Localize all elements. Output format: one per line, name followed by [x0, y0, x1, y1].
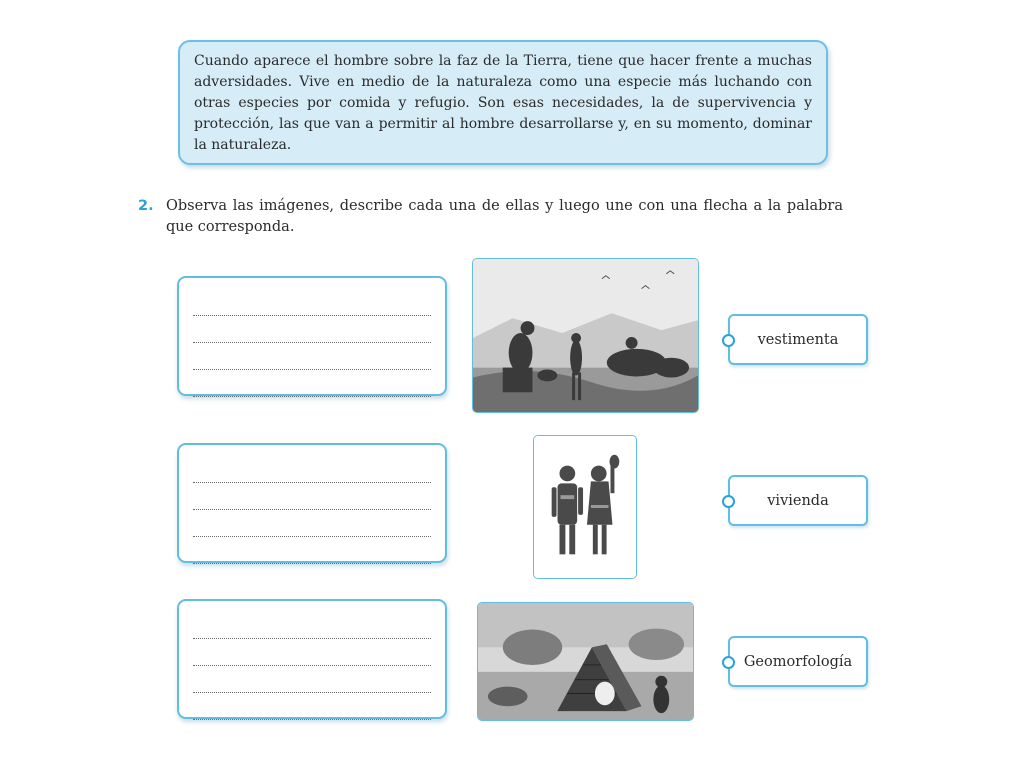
connector-dot-icon[interactable] [722, 495, 735, 508]
answer-line[interactable] [193, 457, 431, 483]
word-box-vivienda[interactable] [728, 475, 868, 526]
answer-box-2[interactable] [177, 443, 447, 563]
answer-line[interactable] [193, 371, 431, 397]
question-2 [138, 196, 843, 238]
hut-shelter-illustration-icon [477, 602, 694, 721]
question-number: 2. [138, 198, 154, 214]
word-label: Geomorfología [743, 653, 853, 670]
answer-line[interactable] [193, 613, 431, 639]
prehistoric-couple-illustration-icon [533, 435, 637, 579]
connector-dot-icon[interactable] [722, 656, 735, 669]
answer-box-1[interactable] [177, 276, 447, 396]
connector-dot-icon[interactable] [722, 334, 735, 347]
intro-paragraph: Cuando aparece el hombre sobre la faz de la Tierra, tiene que hacer frente a muchas adversidades. Vive en medio de la naturaleza como una especie más luchando con otras especies por comida y refugio. Son esas necesidades, la de supervivencia y protección, las que van a permitir al hombre desarrollarse y, en su momento, dominar la naturaleza. [194, 53, 812, 153]
answer-line[interactable] [193, 667, 431, 693]
answer-line[interactable] [193, 344, 431, 370]
answer-line[interactable] [193, 317, 431, 343]
word-box-geomorfologia[interactable] [728, 636, 868, 687]
question-prompt: Observa las imágenes, describe cada una de ellas y luego une con una flecha a la palabra que corresponda. [166, 198, 843, 235]
answer-box-3[interactable] [177, 599, 447, 719]
hunters-illustration-icon [472, 258, 699, 413]
answer-line[interactable] [193, 538, 431, 564]
answer-line[interactable] [193, 290, 431, 316]
answer-line[interactable] [193, 511, 431, 537]
intro-text-box [178, 40, 828, 165]
word-box-vestimenta[interactable] [728, 314, 868, 365]
answer-line[interactable] [193, 484, 431, 510]
answer-line[interactable] [193, 640, 431, 666]
answer-line[interactable] [193, 694, 431, 720]
word-label: vestimenta [757, 331, 839, 348]
word-label: vivienda [767, 492, 829, 509]
